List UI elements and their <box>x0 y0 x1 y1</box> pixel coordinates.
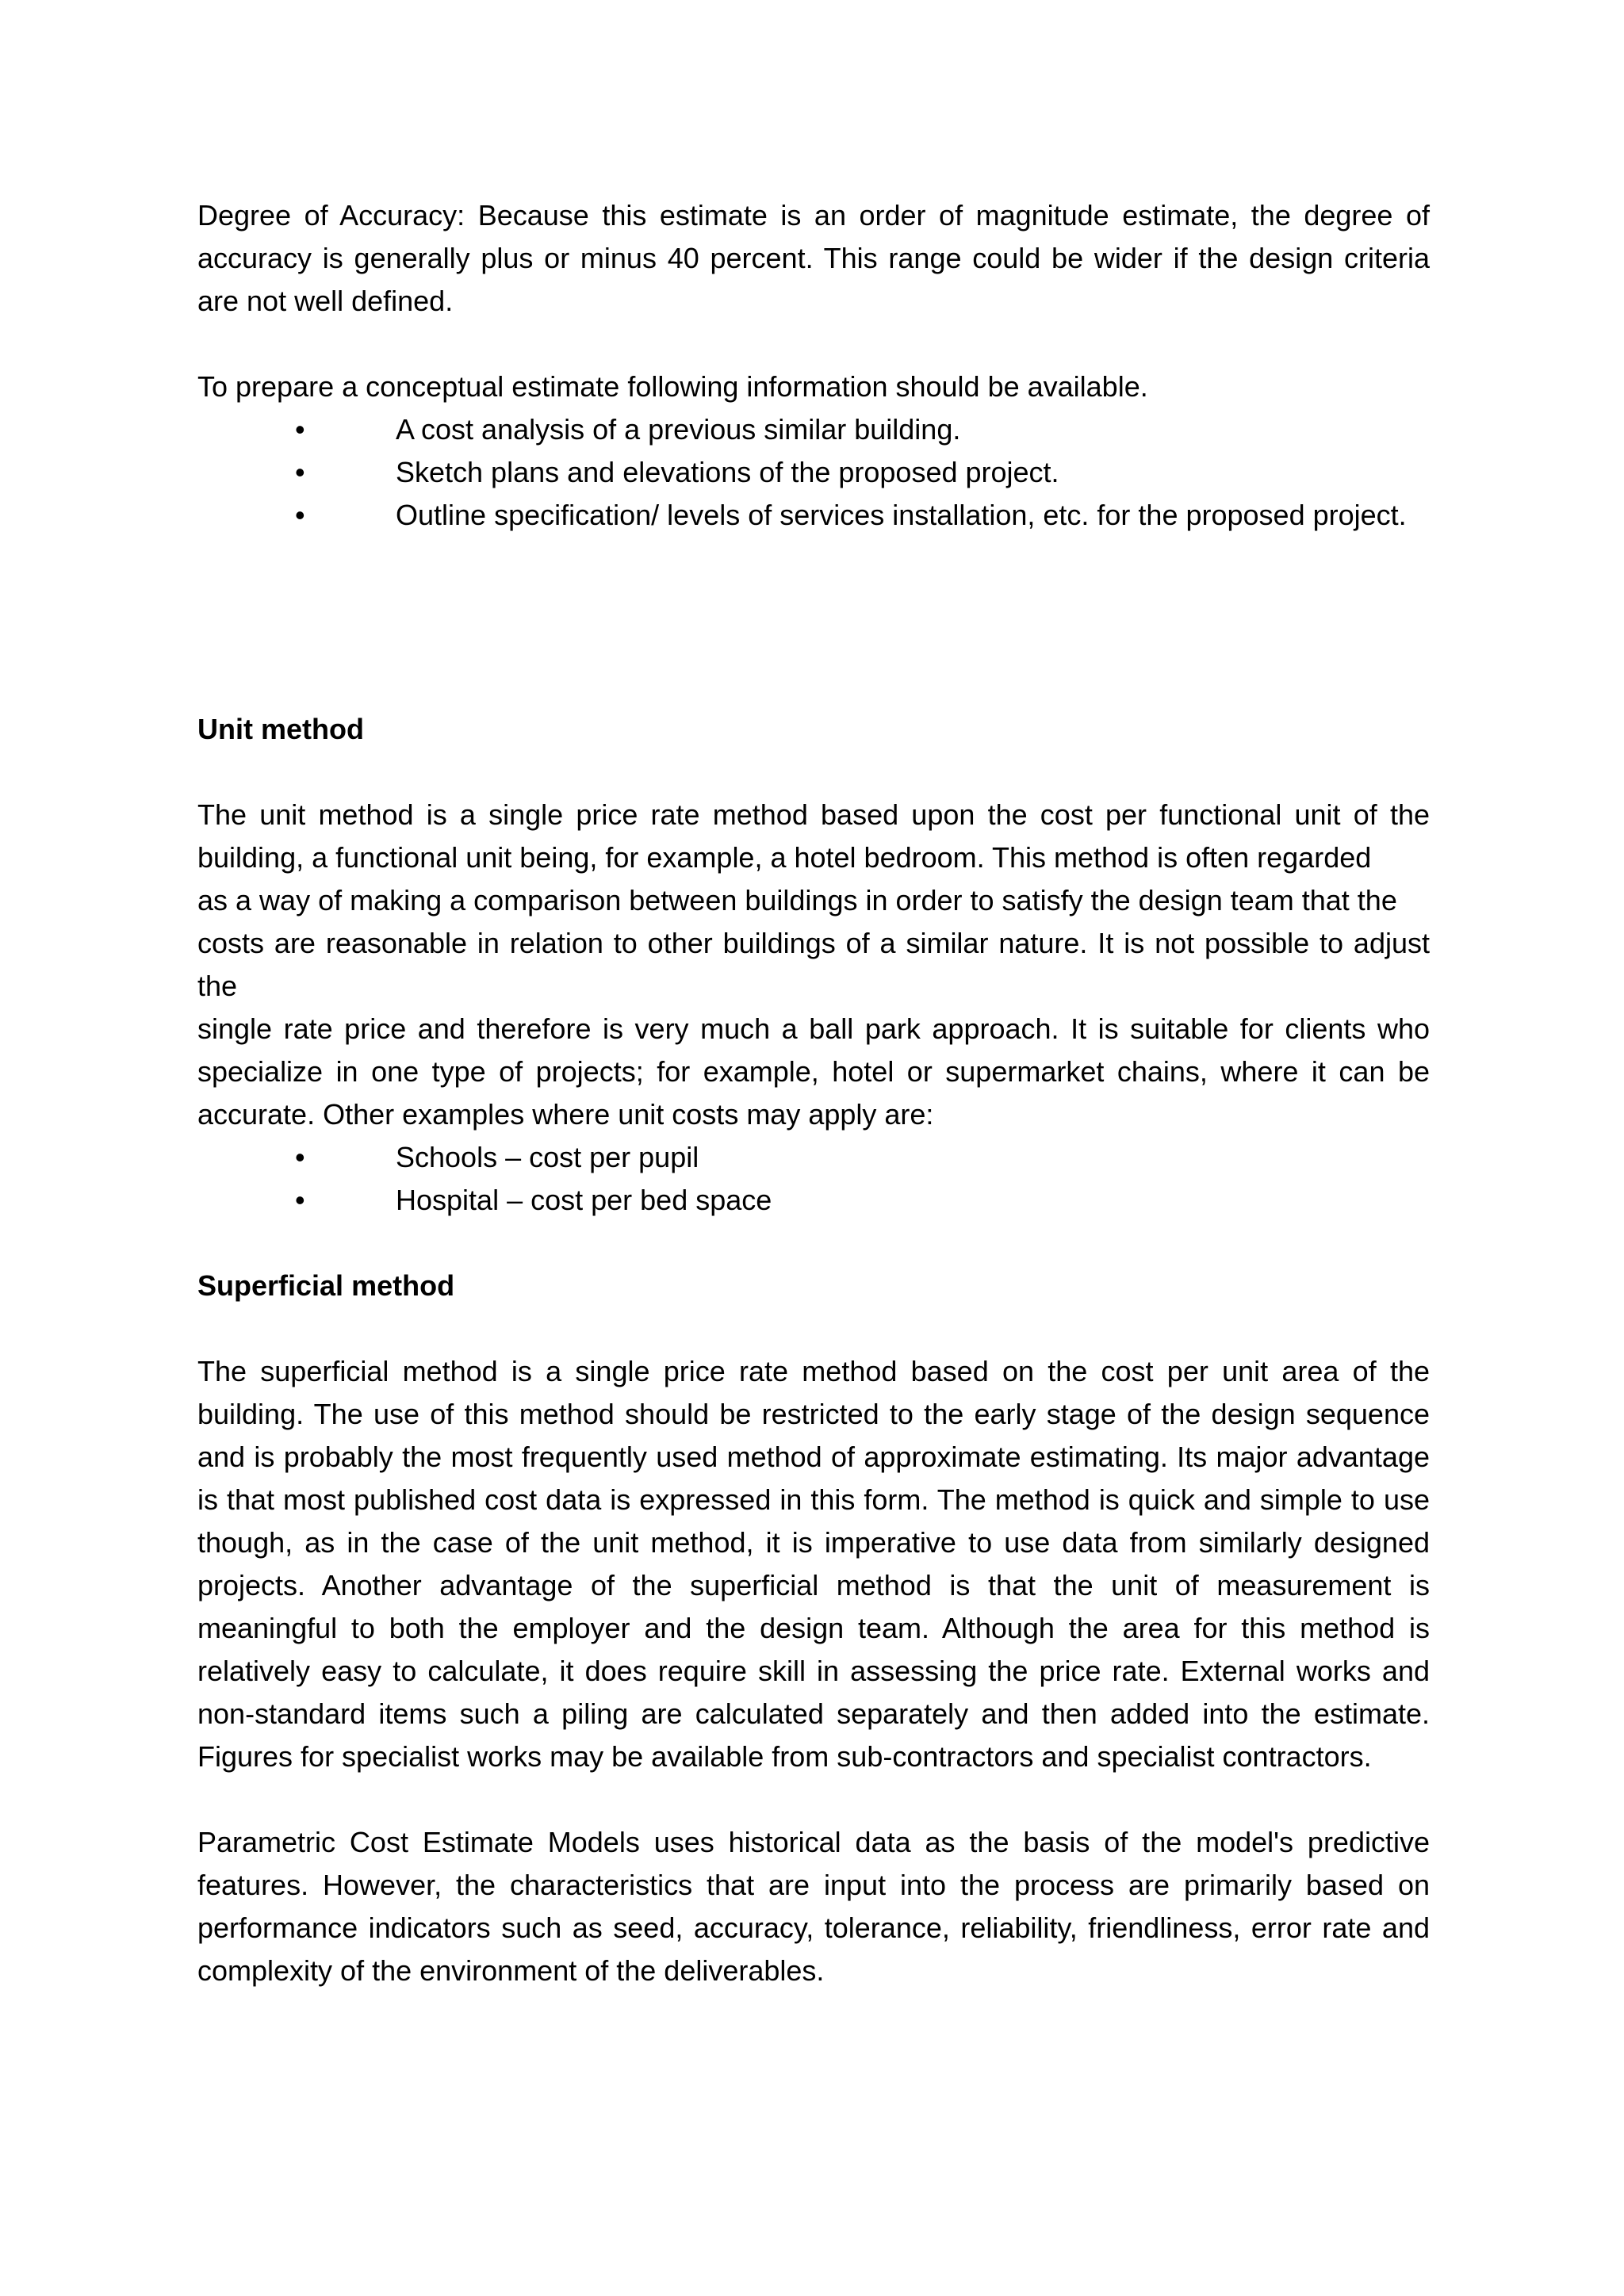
unit-method-heading: Unit method <box>197 713 364 745</box>
list-item <box>197 408 1430 451</box>
list-item-text: Sketch plans and elevations of the proposed project. <box>396 456 1059 488</box>
document-page <box>197 194 1430 1992</box>
spacer <box>197 751 1430 794</box>
bullet-icon: • <box>295 456 305 488</box>
list-item-text: Outline specification/ levels of services installation, etc. for the proposed project. <box>396 499 1407 531</box>
conceptual-intro: To prepare a conceptual estimate following information should be available. <box>197 370 1148 403</box>
paragraph-line: as a way of making a comparison between buildings in order to satisfy the design team that the <box>197 884 1397 916</box>
list-item-text: Schools – cost per pupil <box>396 1141 699 1173</box>
list-item <box>197 494 1430 537</box>
parametric-paragraph: Parametric Cost Estimate Models uses historical data as the basis of the model's predictive features. However, the characteristics that are input into the process are primarily based on performance indicators such as seed, accuracy, tolerance, reliability, friendliness, error rate and complexity of the environment of the deliverables. <box>197 1826 1430 1987</box>
spacer <box>197 1222 1430 1265</box>
list-item <box>197 1179 1430 1222</box>
paragraph-line: accurate. Other examples where unit costs may apply are: <box>197 1098 934 1131</box>
paragraph-line: costs are reasonable in relation to other buildings of a similar nature. It is not possible to adjust the <box>197 927 1430 1002</box>
accuracy-paragraph: Degree of Accuracy: Because this estimate is an order of magnitude estimate, the degree of accuracy is generally plus or minus 40 percent. This range could be wider if the design criteria are not well defined. <box>197 199 1430 317</box>
list-item <box>197 1136 1430 1179</box>
superficial-method-paragraph: The superficial method is a single price rate method based on the cost per unit area of the building. The use of this method should be restricted to the early stage of the design sequence and is probably the most frequently used method of approximate estimating. Its major advantage is that most published cost data is expressed in this form. The method is quick and simple to use though, as in the case of the unit method, it is imperative to use data from similarly designed projects. Another advantage of the superficial method is that the unit of measurement is meaningful to both the employer and the design team. Although the area for this method is relatively easy to calculate, it does require skill in assessing the price rate. External works and non-standard items such a piling are calculated separately and then added into the estimate. Figures for specialist works may be available from sub-contractors and specialist contractors. <box>197 1355 1430 1773</box>
unit-method-paragraph <box>197 794 1430 1136</box>
spacer <box>197 1307 1430 1350</box>
paragraph-line: single rate price and therefore is very much a ball park approach. It is suitable for clients who <box>197 1012 1430 1045</box>
spacer <box>197 323 1430 365</box>
spacer <box>197 537 1430 708</box>
unit-method-list <box>197 1136 1430 1222</box>
paragraph-line: specialize in one type of projects; for example, hotel or supermarket chains, where it can be <box>197 1055 1430 1088</box>
list-item <box>197 451 1430 494</box>
paragraph-line: The unit method is a single price rate method based upon the cost per functional unit of the <box>197 798 1430 831</box>
conceptual-list <box>197 408 1430 537</box>
paragraph-line: building, a functional unit being, for example, a hotel bedroom. This method is often regarded <box>197 841 1372 874</box>
bullet-icon: • <box>295 1141 305 1173</box>
list-item-text: A cost analysis of a previous similar building. <box>396 413 961 446</box>
bullet-icon: • <box>295 1184 305 1216</box>
bullet-icon: • <box>295 413 305 446</box>
list-item-text: Hospital – cost per bed space <box>396 1184 772 1216</box>
bullet-icon: • <box>295 499 305 531</box>
superficial-method-heading: Superficial method <box>197 1269 455 1302</box>
spacer <box>197 1778 1430 1821</box>
